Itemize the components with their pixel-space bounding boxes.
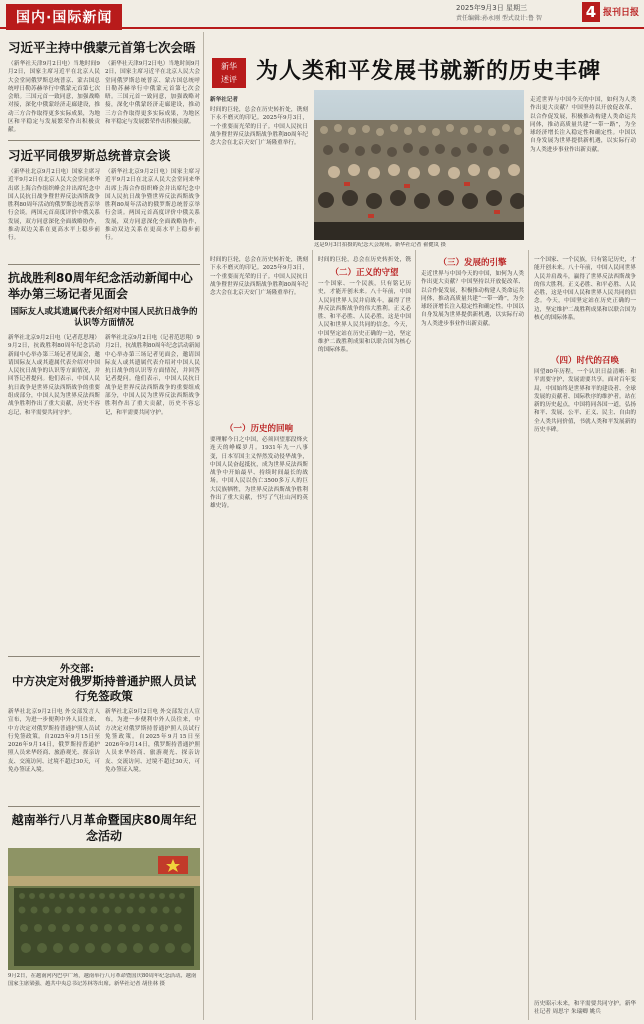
section-heading: （三）发展的引擎: [438, 258, 507, 268]
headline[interactable]: 中方决定对俄罗斯持普通护照人员试行免签政策: [12, 674, 196, 703]
column-text: 一个国家、一个民族，只有铭记历史，才能开创未来。八十年前，中国人民同世界人民并肩战斗，赢得了世界反法西斯战争的伟大胜利。正义必胜、和平必胜、人民必胜，这是中国人民和世界人民共同的信念。今天，中国坚定站在历史正确的一边，坚定维护二战胜利成果和以联合国为核心的国际体系。: [534, 257, 636, 322]
page-number: 4: [582, 2, 600, 22]
section-heading: （一）历史的回响: [224, 424, 293, 434]
column-text: 走近世界与中国今天的中国，如何为人类作出更大贡献？中国坚持以开放促改革、以合作促发展，积极推动构建人类命运共同体，推动高质量共建“一带一路”，为全球经济增长注入稳定性和确定性。中国以自身发展为世界提供新机遇，以实际行动为人类进步事业作出新贡献。: [530, 97, 636, 153]
subheadline: 国际友人或其遗属代表介绍对中国人民抗日战争的认识等方面情况: [10, 307, 198, 328]
column-divider: [312, 250, 313, 1020]
divider: [8, 656, 200, 657]
photo-caption: 这是9月3日拍摄的纪念大会现场。新华社记者 翟健岚 摄: [314, 242, 446, 248]
kicker-top: 新华: [221, 62, 237, 71]
headline[interactable]: 习近平主持中俄蒙元首第七次会晤: [8, 40, 196, 55]
column-divider: [528, 250, 529, 1020]
issue-date: 2025年9月3日 星期三: [456, 4, 527, 12]
section-heading: （二）正义的守望: [330, 268, 399, 278]
column-text: 时间的巨轮，总会在历史转折处，镌: [318, 257, 411, 263]
kicker-badge: [212, 58, 246, 88]
headline[interactable]: 习近平同俄罗斯总统普京会谈: [8, 148, 171, 163]
article-body: 新华社北京9月2日电（记者范思翔）9月2日，抗战胜利80周年纪念活动新闻中心举办第三场记者见面会，邀请国际友人或其遗属代表介绍对中国人民抗日战争的认识等方面情况，并回答记者提问。他们表示，中国人民抗日战争是世界反法西斯战争的重要组成部分，中国人民为世界反法西斯战争胜利作出了重大贡献，历史不容忘记，和平需要共同守护。: [105, 335, 200, 416]
column-divider: [415, 250, 416, 1020]
article-body: 新华社北京9月2日电（记者范思翔）9月2日，抗战胜利80周年纪念活动新闻中心举办第三场记者见面会，邀请国际友人或其遗属代表介绍对中国人民抗日战争的认识等方面情况，并回答记者提问。他们表示，中国人民抗日战争是世界反法西斯战争的重要组成部分，中国人民为世界反法西斯战争胜利作出了重大贡献，历史不容忘记，和平需要共同守护。: [8, 335, 100, 416]
section-body: 要理解今日之中国，必须回望那段烽火连天的峥嵘岁月。1931年九一八事变，日本军国主义悍然发动侵华战争，中国人民奋起抵抗，成为世界反法西斯战争中开始最早、持续时间最长的战场。中国人民以伤亡3500多万人的巨大民族牺牲，为世界反法西斯战争胜利作出了重大贡献，书写了气壮山河的英雄史诗。: [210, 437, 308, 510]
kicker-bottom: 述评: [221, 75, 237, 84]
feature-headline[interactable]: 为人类和平发展书就新的历史丰碑: [256, 59, 602, 84]
article-body: （新华社北京9月2日电）国家主席习近平9月2日在北京人民大会堂同来华出席上海合作组织峰会并出席纪念中国人民抗日战争暨世界反法西斯战争胜利80周年活动的俄罗斯总统普京举行会谈。两国元首高度评价中俄关系发展，双方同意深化全面战略协作，推动双边关系在更高水平上稳步前行。: [105, 169, 200, 242]
article-body: 新华社北京9月2日电 外交部发言人宣布，为进一步便利中外人员往来，中方决定对俄罗斯持普通护照人员试行免签政策。自2025年9月15日至2026年9月14日，俄罗斯持普通护照人员来华经商、旅游观光、探亲访友、交流访问、过境不超过30天，可免办签证入境。: [8, 709, 100, 774]
parade-crowd-photo: [314, 90, 524, 240]
section-body: 一个国家、一个民族，只有铭记历史，才能开创未来。八十年前，中国人民同世界人民并肩战斗，赢得了世界反法西斯战争的伟大胜利。正义必胜、和平必胜、人民必胜，这是中国人民和世界人民共同的信念。今天，中国坚定站在历史正确的一边，坚定维护二战胜利成果和以联合国为核心的国际体系。: [318, 281, 411, 354]
byline: 新华社记者: [210, 97, 238, 103]
article-body: 新华社北京9月2日电 外交部发言人宣布，为进一步便利中外人员往来，中方决定对俄罗斯持普通护照人员试行免签政策。自2025年9月15日至2026年9月14日，俄罗斯持普通护照人员来华经商、旅游观光、探亲访友、交流访问、过境不超过30天，可免办签证入境。: [105, 709, 200, 774]
section-body: 走近世界与中国今天的中国，如何为人类作出更大贡献？中国坚持以开放促改革、以合作促发展，积极推动构建人类命运共同体，推动高质量共建“一带一路”，为全球经济增长注入稳定性和确定性。中国以自身发展为世界提供新机遇，以实际行动为人类进步事业作出新贡献。: [421, 271, 524, 327]
section-heading: （四）时代的召唤: [550, 356, 619, 366]
page-header: [0, 0, 644, 28]
section-body: 回望80年历程，一个认识日益清晰：和平需要守护，发展需要共享。面对百年变局，中国始终是世界和平的建设者、全球发展的贡献者、国际秩序的维护者。站在新的历史起点，中国将同各国一道，弘扬和平、发展、公平、正义、民主、自由的全人类共同价值，书就人类和平发展新的历史丰碑。: [534, 369, 636, 434]
editor-credits: 责任编辑:孙永刚 型式设计:鲁 智: [456, 15, 542, 22]
article-body: （新华社北京9月2日电）国家主席习近平9月2日在北京人民大会堂同来华出席上海合作组织峰会并出席纪念中国人民抗日战争暨世界反法西斯战争胜利80周年活动的俄罗斯总统普京举行会谈。两国元首高度评价中俄关系发展，双方同意深化全面战略协作，推动双边关系在更高水平上稳步前行。: [8, 169, 100, 242]
column-divider: [203, 32, 204, 1020]
divider: [8, 140, 200, 141]
divider: [8, 264, 200, 265]
headline[interactable]: 越南举行八月革命暨国庆80周年纪念活动: [11, 813, 197, 843]
intro-text: 时间的巨轮，总会在历史转折处，镌刻下永不磨灭的印记。2025年9月3日，一个重要而光荣的日子。中国人民抗日战争暨世界反法西斯战争胜利80周年纪念大会在北京天安门广场隆重举行。: [210, 107, 308, 147]
article-body: （新华社天津9月2日电）当地时间9月2日，国家主席习近平在北京人民大会堂同俄罗斯总统普京、蒙古国总统呼日勒苏赫举行中俄蒙元首第七次会晤。三国元首一致同意，加强战略对接，深化中俄蒙经济走廊建设，推动三方合作取得更多实际成果，为地区和平稳定与发展繁荣作出积极贡献。: [105, 61, 200, 126]
kicker: 外交部:: [60, 664, 94, 675]
column-text: 时间的巨轮，总会在历史转折处，镌刻下永不磨灭的印记。2025年9月3日，一个重要而光荣的日子。中国人民抗日战争暨世界反法西斯战争胜利80周年纪念大会在北京天安门广场隆重举行。: [210, 257, 308, 297]
photo-caption: 9月2日，在越南河内巴亭广场，越南举行八月革命暨国庆80周年纪念活动。越南国家主席梁强、越共中央总书记苏林等出席。新华社记者 胡佳林 摄: [8, 973, 197, 987]
article-body: （新华社天津9月2日电）当地时间9月2日，国家主席习近平在北京人民大会堂同俄罗斯总统普京、蒙古国总统呼日勒苏赫举行中俄蒙元首第七次会晤。三国元首一致同意，加强战略对接，深化中俄蒙经济走廊建设，推动三方合作取得更多实际成果，为地区和平稳定与发展繁荣作出积极贡献。: [8, 61, 100, 134]
section-label: 国内·国际新闻: [6, 4, 122, 30]
headline[interactable]: 抗战胜利80周年纪念活动新闻中心举办第三场记者见面会: [8, 271, 193, 301]
vietnam-parade-photo: [8, 848, 200, 970]
paper-name: 报刊日报: [603, 8, 640, 18]
header-rule: [0, 27, 644, 29]
closing-line: 历史昭示未来，和平需要共同守护。新华社记者 周思宇 朱瑞卿 姚兵: [534, 1001, 636, 1016]
divider: [8, 806, 200, 807]
